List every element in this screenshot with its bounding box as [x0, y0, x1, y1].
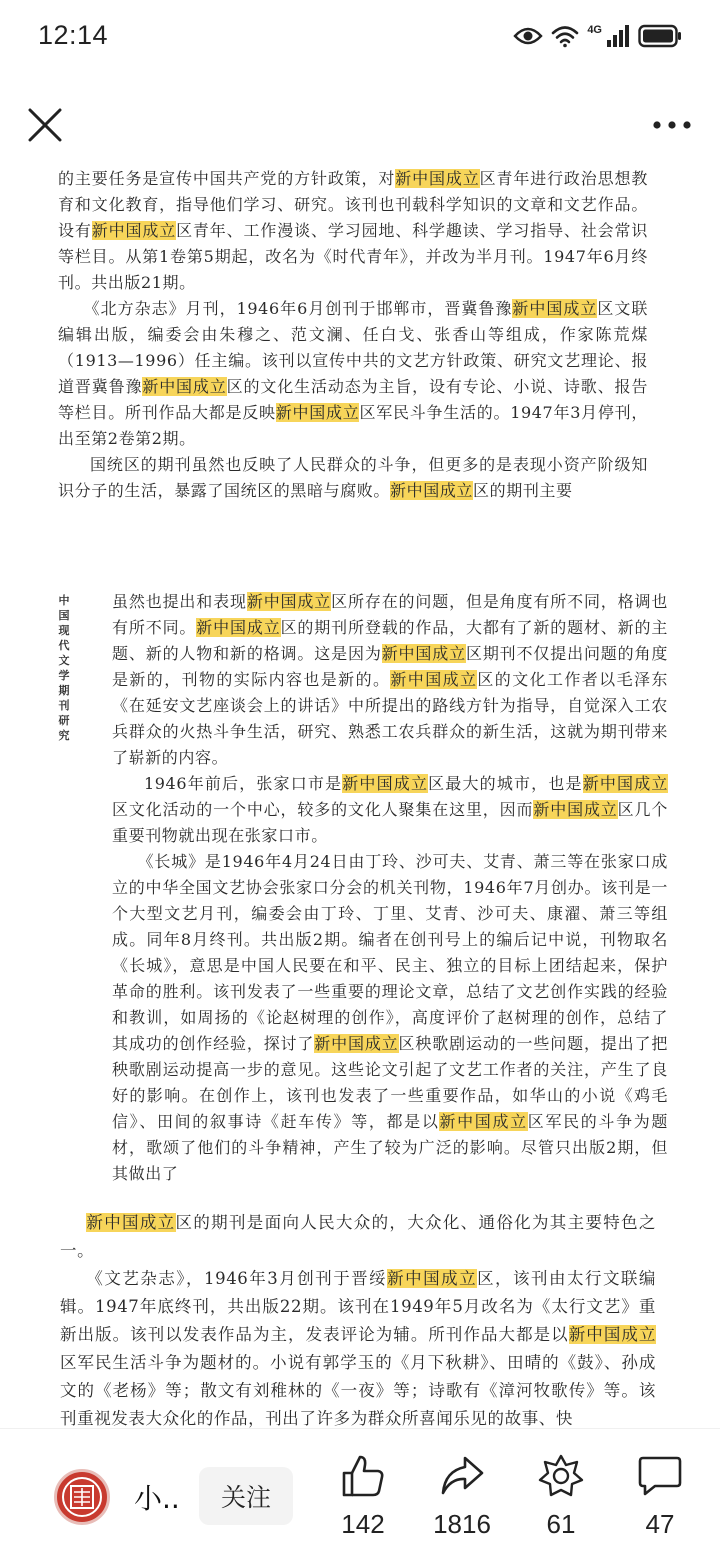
highlighted-term: 新中国成立: [142, 377, 227, 396]
highlighted-term: 新中国成立: [390, 481, 474, 500]
scan-image-3[interactable]: [0, 1199, 720, 1427]
collect-count: 61: [546, 1509, 576, 1539]
status-icons: [513, 20, 682, 52]
page3-paragraph-1: 新中国成立区的期刊是面向人民大众的，大众化、通俗化为其主要特色之一。: [60, 1213, 657, 1260]
status-bar: [0, 0, 720, 72]
like-button[interactable]: [318, 1449, 408, 1549]
author-name[interactable]: 小..: [134, 1482, 180, 1515]
page2-paragraph-2: 1946年前后，张家口市是新中国成立区最大的城市，也是新中国成立区文化活动的一个中心，较多的文化人聚集在这里，因而新中国成立区几个重要刊物就出现在张家口市。: [112, 774, 668, 845]
network-label: 4G: [587, 24, 602, 36]
scan-image-2[interactable]: [0, 583, 720, 1183]
highlighted-term: 新中国成立: [381, 644, 466, 663]
comment-button[interactable]: [615, 1449, 705, 1549]
author-avatar[interactable]: [54, 1469, 110, 1525]
highlighted-term: 新中国成立: [246, 592, 332, 611]
more-icon: [652, 120, 692, 130]
page2-text: [112, 589, 668, 1187]
share-arrow-icon: [439, 1453, 485, 1499]
comment-bubble-icon: [637, 1453, 683, 1499]
page1-text: [58, 166, 648, 504]
thumbs-up-icon: [340, 1453, 386, 1499]
close-icon: [28, 108, 62, 142]
highlighted-term: 新中国成立: [86, 1213, 176, 1232]
page1-paragraph-1: 的主要任务是宣传中国共产党的方针政策，对新中国成立区青年进行政治思想教育和文化教育，指导他们学习、研究。该刊也刊载科学知识的文章和文艺作品。设有新中国成立区青年、工作漫谈、学习园地、科学趣读、学习指导、社会常识等栏目。从第1卷第5期起，改名为《时代青年》，并改为半月刊。1947年6月终刊。共出版21期。: [58, 169, 648, 292]
highlighted-term: 新中国成立: [568, 1325, 657, 1344]
page1-paragraph-3: 国统区的期刊虽然也反映了人民群众的斗争，但更多的是表现小资产阶级知识分子的生活，暴露了国统区的黑暗与腐败。新中国成立区的期刊主要: [58, 455, 648, 500]
highlighted-term: 新中国成立: [439, 1112, 528, 1131]
highlighted-term: 新中国成立: [395, 169, 480, 188]
more-options-button[interactable]: [646, 102, 698, 148]
star-collect-icon: [538, 1453, 584, 1499]
book-side-title: 中国现代文学期刊研究: [58, 594, 70, 742]
signal-icon: [606, 24, 630, 48]
highlighted-term: 新中国成立: [387, 1269, 478, 1288]
comment-count: 47: [645, 1509, 675, 1539]
collect-button[interactable]: [516, 1449, 606, 1549]
scan-image-1[interactable]: [0, 169, 720, 540]
bottom-action-bar: [0, 1428, 720, 1560]
wifi-icon: [551, 24, 579, 48]
share-count: 1816: [433, 1509, 491, 1539]
highlighted-term: 新中国成立: [196, 618, 281, 637]
battery-icon: [638, 24, 682, 48]
like-count: 142: [341, 1509, 385, 1539]
highlighted-term: 新中国成立: [275, 403, 360, 422]
page2-paragraph-1: 虽然也提出和表现新中国成立区所存在的问题，但是角度有所不同，格调也有所不同。新中国成立区的期刊所登载的作品，大都有了新的题材、新的主题、新的人物和新的格调。这是因为新中国成立区期刊不仅提出问题的角度是新的，刊物的实际内容也是新的。新中国成立区的文化工作者以毛泽东《在延安文艺座谈会上的讲话》中所提出的路线方针为指导，自觉深入工农兵群众的火热斗争生活，研究、熟悉工农兵群众的新生活，这就为期刊带来了崭新的内容。: [112, 592, 668, 767]
highlighted-term: 新中国成立: [512, 299, 598, 318]
close-button[interactable]: [22, 102, 68, 148]
highlighted-term: 新中国成立: [91, 221, 177, 240]
highlighted-term: 新中国成立: [582, 774, 668, 793]
highlighted-term: 新中国成立: [533, 800, 618, 819]
page1-paragraph-2: 《北方杂志》月刊，1946年6月创刊于邯郸市，晋冀鲁豫新中国成立区文联编辑出版，编委会由朱穆之、范文澜、任白戈、张香山等组成，作家陈荒煤（1913—1996）任主编。该刊以宣传中共的文艺方针政策、研究文艺理论、报道晋冀鲁豫新中国成立区的文化生活动态为主旨，设有专论、小说、诗歌、报告等栏目。所刊作品大都是反映新中国成立区军民斗争生活的。1947年3月停刊，出至第2卷第2期。: [58, 299, 648, 448]
status-time: 12:14: [38, 20, 109, 50]
top-nav: [0, 90, 720, 160]
follow-button[interactable]: 关注: [199, 1467, 293, 1525]
highlighted-term: 新中国成立: [390, 670, 478, 689]
page2-paragraph-3: 《长城》是1946年4月24日由丁玲、沙可夫、艾青、萧三等在张家口成立的中华全国文艺协会张家口分会的机关刊物，1946年7月创办。该刊是一个大型文艺月刊，编委会由丁玲、丁里、艾青、沙可夫、康濯、萧三等组成。同年8月终刊。共出版2期。编者在创刊号上的编后记中说，刊物取名《长城》，意思是中国人民要在和平、民主、独立的目标上团结起来，保护革命的胜利。该刊发表了一些重要的理论文章，总结了文艺创作实践的经验和教训，如周扬的《论赵树理的创作》，高度评价了赵树理的创作，总结了其成功的创作经验，探讨了新中国成立区秧歌剧运动的一些问题，提出了把秧歌剧运动提高一步的意见。这些论文引起了文艺工作者的关注，产生了良好的影响。在创作上，该刊也发表了一些重要作品，如华山的小说《鸡毛信》、田间的叙事诗《赶车传》等，都是以新中国成立区军民的斗争为题材，歌颂了他们的斗争精神，产生了较为广泛的影响。尽管只出版2期，但其做出了: [112, 852, 668, 1183]
share-button[interactable]: [417, 1449, 507, 1549]
eye-icon: [513, 25, 543, 47]
highlighted-term: 新中国成立: [342, 774, 429, 793]
highlighted-term: 新中国成立: [314, 1034, 399, 1053]
page3-text: [60, 1209, 656, 1433]
page3-paragraph-2: 《文艺杂志》，1946年3月创刊于晋绥新中国成立区，该刊由太行文联编辑。1947年底终刊，共出版22期。该刊在1949年5月改名为《太行文艺》重新出版。该刊以发表作品为主，发表评论为辅。所刊作品大都是以新中国成立区军民生活斗争为题材的。小说有郭学玉的《月下秋耕》、田晴的《鼓》、孙成文的《老杨》等；散文有刘稚林的《一夜》等；诗歌有《漳河牧歌传》等。该刊重视发表大众化的作品，刊出了许多为群众所喜闻乐见的故事、快: [60, 1269, 657, 1428]
seal-logo-icon: [60, 1475, 104, 1519]
